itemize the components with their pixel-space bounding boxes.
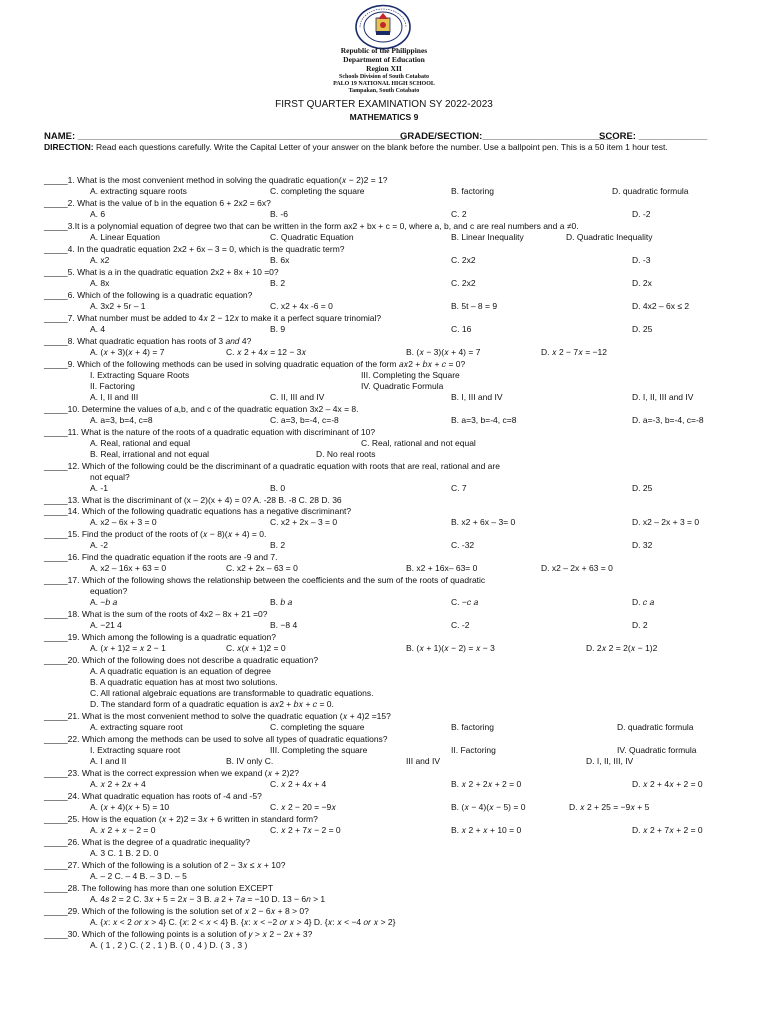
answer-choice: D. I, II, III and IV (632, 392, 694, 402)
direction-label: DIRECTION: (44, 142, 94, 152)
answer-choice: B. 2 (270, 540, 286, 550)
question-line: _____19. Which among the following is a quadratic equation? (44, 632, 277, 642)
answer-choice: A. extracting square roots (90, 186, 187, 196)
answer-choice: C. x2 + 2x – 3 = 0 (270, 517, 338, 527)
answer-choice: B. -6 (270, 209, 288, 219)
answer-choice: A. (𝑥 + 3)(𝑥 + 4) = 7 (90, 347, 165, 357)
answer-choice: B. (𝑥 + 1)(𝑥 − 2) = 𝑥 − 3 (406, 643, 495, 653)
question-line: _____27. Which of the following is a solution of 2 − 3𝑥 ≤ 𝑥 + 10? (44, 860, 286, 870)
answer-choice: B. 𝑏 𝑎 (270, 597, 293, 607)
answer-choice: C. 7 (451, 483, 467, 493)
answer-choice: A. 4 (90, 324, 106, 334)
question-line: _____17. Which of the following shows the relationship between the coefficients and the sum of the roots of quadratic (44, 575, 486, 585)
answer-choice: A. x2 (90, 255, 110, 265)
answer-choice: A. Real, rational and equal (90, 438, 191, 448)
question-line: _____11. What is the nature of the roots of a quadratic equation with discriminant of 10? (44, 427, 376, 437)
question-line: _____14. Which of the following quadratic equations has a negative discriminant? (44, 506, 352, 516)
answer-choice: I. Extracting square root (90, 745, 181, 755)
answer-choice: A. (𝑥 + 1)2 = 𝑥 2 − 1 (90, 643, 166, 653)
answer-choice: B. (𝑥 − 4)(𝑥 − 5) = 0 (451, 802, 526, 812)
question-line: _____26. What is the degree of a quadratic inequality? (44, 837, 251, 847)
exam-title: FIRST QUARTER EXAMINATION SY 2022-2023 (275, 99, 493, 110)
answer-choice: C. a=3, b=-4, c=-8 (270, 415, 339, 425)
exam-subject: MATHEMATICS 9 (349, 112, 419, 122)
answer-choice: IV. Quadratic formula (617, 745, 697, 755)
answer-choice: D. -3 (632, 255, 651, 265)
answer-choice: D. 𝑥 2 + 7𝑥 + 2 = 0 (632, 825, 703, 835)
answer-choice: A. {𝑥: 𝑥 < 2 𝑜𝑟 𝑥 > 4} C. {𝑥: 2 < 𝑥 < 4} B. {𝑥: 𝑥 < −2 𝑜𝑟 𝑥 > 4} D. {𝑥: 𝑥 < −4 𝑜𝑟 𝑥 > 2} (90, 917, 396, 927)
question-line: _____9. Which of the following methods can be used in solving quadratic equation of the form 𝑎𝑥2 + 𝑏𝑥 + 𝑐 = 0? (44, 359, 466, 369)
question-line: _____29. Which of the following is the solution set of 𝑥 2 − 6𝑥 + 8 > 0? (44, 906, 309, 916)
answer-choice: A. 6 (90, 209, 106, 219)
answer-choice: III. Completing the square (270, 745, 368, 755)
answer-choice: not equal? (90, 472, 130, 482)
answer-choice: II. Factoring (90, 381, 135, 391)
question-line: _____30. Which of the following points is a solution of 𝑦 > 𝑥 2 − 2𝑥 + 3? (44, 929, 313, 939)
score-field[interactable]: SCORE: _____________ (599, 131, 708, 142)
answer-choice: B. (𝑥 − 3)(𝑥 + 4) = 7 (406, 347, 481, 357)
answer-choice: B. 6x (270, 255, 290, 265)
answer-choice: C. 2 (451, 209, 467, 219)
answer-choice: D. x2 – 2x + 3 = 0 (632, 517, 700, 527)
answer-choice: B. 0 (270, 483, 286, 493)
answer-choice: A. 𝑥 2 + 𝑥 − 2 = 0 (90, 825, 156, 835)
answer-choice: C. −𝑐 𝑎 (451, 597, 479, 607)
answer-choice: A. x2 – 16x + 63 = 0 (90, 563, 167, 573)
header-division: Schools Division of South Cotabato (338, 74, 430, 80)
question-line: _____15. Find the product of the roots of (𝑥 − 8)(𝑥 + 4) = 0. (44, 529, 267, 539)
answer-choice: D. x2 – 2x + 63 = 0 (541, 563, 613, 573)
answer-choice: A. -1 (90, 483, 108, 493)
answer-choice: A. 8x (90, 278, 110, 288)
question-line: _____8. What quadratic equation has roots of 3 𝑎𝑛𝑑 4? (44, 336, 252, 346)
answer-choice: B. I, III and IV (451, 392, 503, 402)
answer-choice: A. ( 1 , 2 ) C. ( 2 , 1 ) B. ( 0 , 4 ) D. ( 3 , 3 ) (90, 940, 248, 950)
answer-choice: B. IV only C. (226, 756, 274, 766)
answer-choice: D. 2x (632, 278, 652, 288)
answer-choice: A. – 2 C. – 4 B. – 3 D. – 5 (90, 871, 187, 881)
direction-text: Read each questions carefully. Write the Capital Letter of your answer on the blank before the number. Use a ballpoint pen. This is a 50 item 1 hour test. (93, 142, 668, 152)
answer-choice: D. 𝑐 𝑎 (632, 597, 655, 607)
answer-choice: B. 9 (270, 324, 286, 334)
question-line: _____24. What quadratic equation has roots of -4 and -5? (44, 791, 262, 801)
answer-choice: D. quadratic formula (612, 186, 689, 196)
answer-choice: A. −𝑏 𝑎 (90, 597, 118, 607)
answer-choice: D. The standard form of a quadratic equation is 𝑎𝑥2 + 𝑏𝑥 + 𝑐 = 0. (90, 699, 334, 709)
answer-choice: D. -2 (632, 209, 651, 219)
answer-choice: D. 𝑥 2 + 25 = −9𝑥 + 5 (569, 802, 650, 812)
answer-choice: A. -2 (90, 540, 108, 550)
answer-choice: A. a=3, b=4, c=8 (90, 415, 153, 425)
answer-choice: C. Real, rational and not equal (361, 438, 476, 448)
question-line: _____12. Which of the following could be the discriminant of a quadratic equation with roots that are real, rational and are (44, 461, 500, 471)
answer-choice: C. 𝑥 2 + 4𝑥 = 12 − 3𝑥 (226, 347, 307, 357)
answer-choice: A. 3x2 + 5r – 1 (90, 301, 146, 311)
answer-choice: C. 𝑥 2 − 20 = −9𝑥 (270, 802, 336, 812)
answer-choice: B. a=3, b=-4, c=8 (451, 415, 517, 425)
answer-choice: D. 25 (632, 483, 653, 493)
answer-choice: C. 𝑥(𝑥 + 1)2 = 0 (226, 643, 286, 653)
answer-choice: B. Real, irrational and not equal (90, 449, 210, 459)
answer-choice: III and IV (406, 756, 441, 766)
answer-choice: B. Linear Inequality (451, 232, 524, 242)
answer-choice: equation? (90, 586, 128, 596)
question-line: _____18. What is the sum of the roots of 4x2 – 8x + 21 =0? (44, 609, 268, 619)
answer-choice: C. completing the square (270, 722, 365, 732)
answer-choice: A. I and II (90, 756, 127, 766)
answer-choice: B. x2 + 6x – 3= 0 (451, 517, 516, 527)
answer-choice: A. 3 C. 1 B. 2 D. 0 (90, 848, 159, 858)
answer-choice: B. 𝑥 2 + 2𝑥 + 2 = 0 (451, 779, 522, 789)
answer-choice: A. −21 4 (90, 620, 122, 630)
answer-choice: C. -2 (451, 620, 470, 630)
answer-choice: B. factoring (451, 722, 494, 732)
answer-choice: D. 2 (632, 620, 648, 630)
answer-choice: D. a=-3, b=-4, c=-8 (632, 415, 704, 425)
answer-choice: A. Linear Equation (90, 232, 160, 242)
header-republic: Republic of the Philippines (340, 46, 428, 55)
answer-choice: A. extracting square root (90, 722, 183, 732)
question-line: _____6. Which of the following is a quadratic equation? (44, 290, 253, 300)
answer-choice: A. 4𝑠 2 = 2 C. 3𝑥 + 5 = 2𝑥 − 3 B. 𝑎 2 + 7𝑎 = −10 D. 13 − 6𝑛 > 1 (90, 894, 326, 904)
question-line: _____5. What is a in the quadratic equation 2x2 + 8x + 10 =0? (44, 267, 279, 277)
answer-choice: C. x2 + 2x – 63 = 0 (226, 563, 298, 573)
answer-choice: A. x2 – 6x + 3 = 0 (90, 517, 157, 527)
question-line: _____22. Which among the methods can be used to solve all types of quadratic equations? (44, 734, 388, 744)
header-address: Tampakan, South Cotabato (348, 88, 420, 94)
answer-choice: D. 32 (632, 540, 653, 550)
answer-choice: D. 4x2 – 6x ≤ 2 (632, 301, 690, 311)
question-line: _____21. What is the most convenient method to solve the quadratic equation (𝑥 + 4)2 =15? (44, 711, 391, 721)
question-line: _____2. What is the value of b in the equation 6 + 2x2 = 6x? (44, 198, 271, 208)
answer-choice: B. 2 (270, 278, 286, 288)
question-line: _____23. What is the correct expression when we expand (𝑥 + 2)2? (44, 768, 299, 778)
answer-choice: C. completing the square (270, 186, 365, 196)
answer-choice: C. II, III and IV (270, 392, 325, 402)
question-line: _____4. In the quadratic equation 2x2 + 6x – 3 = 0, which is the quadratic term? (44, 244, 345, 254)
question-line: _____3.It is a polynomial equation of degree two that can be written in the form ax2 + bx + c = 0, where a, b, and c are real numbers and a ≠0. (44, 221, 579, 231)
answer-choice: III. Completing the Square (361, 370, 460, 380)
answer-choice: D. quadratic formula (617, 722, 694, 732)
answer-choice: C. 16 (451, 324, 472, 334)
answer-choice: B. 𝑥 2 + 𝑥 + 10 = 0 (451, 825, 522, 835)
answer-choice: C. 2x2 (451, 278, 476, 288)
answer-choice: C. Quadratic Equation (270, 232, 354, 242)
answer-choice: C. x2 + 4x -6 = 0 (270, 301, 333, 311)
question-line: _____16. Find the quadratic equation if the roots are -9 and 7. (44, 552, 278, 562)
name-field[interactable]: NAME: ______________________________________________________________ (44, 131, 406, 142)
answer-choice: I. Extracting Square Roots (90, 370, 190, 380)
answer-choice: D. No real roots (316, 449, 376, 459)
question-line: _____10. Determine the values of a,b, and c of the quadratic equation 3x2 – 4x = 8. (44, 404, 359, 414)
answer-choice: A. I, II and III (90, 392, 139, 402)
question-line: _____1. What is the most convenient method in solving the quadratic equation(𝑥 − 2)2 = 1? (44, 175, 388, 185)
answer-choice: B. factoring (451, 186, 494, 196)
answer-choice: B. x2 + 16x– 63= 0 (406, 563, 478, 573)
answer-choice: C. 𝑥 2 + 4𝑥 + 4 (270, 779, 327, 789)
deped-seal-logo (354, 4, 412, 50)
answer-choice: C. 𝑥 2 + 7𝑥 − 2 = 0 (270, 825, 341, 835)
answer-choice: D. 𝑥 2 − 7𝑥 = −12 (541, 347, 607, 357)
grade-section-field[interactable]: GRADE/SECTION:_________________________ (400, 131, 615, 142)
question-line: _____13. What is the discriminant of (x – 2)(x + 4) = 0? A. -28 B. -8 C. 28 D. 36 (44, 495, 342, 505)
answer-choice: A. (𝑥 + 4)(𝑥 + 5) = 10 (90, 802, 170, 812)
question-line: _____7. What number must be added to 4𝑥 2 − 12𝑥 to make it a perfect square trinomial? (44, 313, 382, 323)
question-line: _____20. Which of the following does not describe a quadratic equation? (44, 655, 319, 665)
answer-choice: D. Quadratic Inequality (566, 232, 653, 242)
question-line: _____28. The following has more than one solution EXCEPT (44, 883, 274, 893)
answer-choice: B. 5t – 8 = 9 (451, 301, 498, 311)
answer-choice: D. 2𝑥 2 = 2(𝑥 − 1)2 (586, 643, 658, 653)
answer-choice: C. 2x2 (451, 255, 476, 265)
answer-choice: B. A quadratic equation has at most two solutions. (90, 677, 278, 687)
answer-choice: D. 𝑥 2 + 4𝑥 + 2 = 0 (632, 779, 703, 789)
header-region: Region XII (366, 64, 402, 73)
directions (44, 142, 744, 153)
answer-choice: IV. Quadratic Formula (361, 381, 444, 391)
answer-choice: B. −8 4 (270, 620, 298, 630)
header-school: PALO 19 NATIONAL HIGH SCHOOL (333, 81, 435, 87)
answer-choice: D. I, II, III, IV (586, 756, 634, 766)
answer-choice: A. 𝑥 2 + 2𝑥 + 4 (90, 779, 146, 789)
answer-choice: C. -32 (451, 540, 475, 550)
header-department: Department of Education (343, 55, 425, 64)
answer-choice: II. Factoring (451, 745, 496, 755)
question-line: _____25. How is the equation (𝑥 + 2)2 = 3𝑥 + 6 written in standard form? (44, 814, 318, 824)
answer-choice: D. 25 (632, 324, 653, 334)
answer-choice: C. All rational algebraic equations are transformable to quadratic equations. (90, 688, 374, 698)
answer-choice: A. A quadratic equation is an equation of degree (90, 666, 271, 676)
